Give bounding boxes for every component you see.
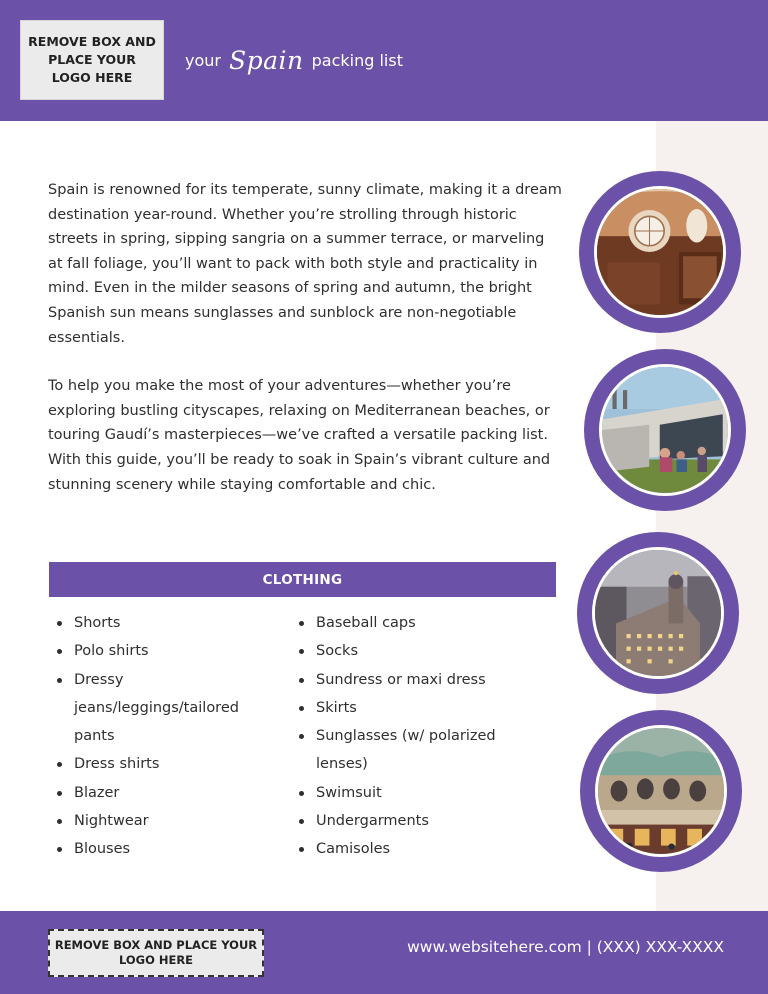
photo-interior-image <box>597 189 723 315</box>
photo-building <box>584 349 746 511</box>
list-item: Skirts <box>290 694 540 722</box>
list-item: Shorts <box>48 609 270 637</box>
photo-city <box>577 532 739 694</box>
photo-facade-image <box>598 728 724 854</box>
intro-text <box>48 178 563 521</box>
footer-contact[interactable]: www.websitehere.com | (XXX) XXX-XXXX <box>407 938 724 956</box>
page-title <box>185 40 403 80</box>
footer-logo-placeholder[interactable]: REMOVE BOX AND PLACE YOUR LOGO HERE <box>48 929 264 977</box>
list-item: Dress shirts <box>48 750 270 778</box>
intro-paragraph: Spain is renowned for its temperate, sunny climate, making it a dream destination year-round. Whether you’re strolling through historic streets in spring, sipping sangria on a summer terrace, or marveling at fall foliage, you’ll want to pack with both style and practicality in mind. Even in the milder seasons of spring and autumn, the bright Spanish sun means sunglasses and sunblock are non-negotiable essentials. <box>48 182 562 346</box>
photo-building-image <box>602 367 728 493</box>
photo-facade <box>580 710 742 872</box>
list-item: Sunglasses (w/ polarized lenses) <box>290 722 540 779</box>
list-item: Sundress or maxi dress <box>290 666 540 694</box>
title-suffix: packing list <box>311 50 403 70</box>
list-item: Baseball caps <box>290 609 540 637</box>
list-item: Swimsuit <box>290 779 540 807</box>
list-item: Dressy jeans/leggings/tailored pants <box>48 666 270 751</box>
list-item: Camisoles <box>290 835 540 863</box>
title-destination: Spain <box>228 45 304 75</box>
photo-city-image <box>595 550 721 676</box>
title-prefix: your <box>185 50 221 70</box>
clothing-heading: CLOTHING <box>49 562 556 597</box>
photo-interior <box>579 171 741 333</box>
list-item: Polo shirts <box>48 637 270 665</box>
footer-bar <box>0 911 768 994</box>
clothing-list-right <box>290 609 540 864</box>
clothing-list-left <box>48 609 270 864</box>
intro-paragraph: To help you make the most of your adventures—whether you’re exploring bustling cityscapes, relaxing on Mediterranean beaches, or touring Gaudí’s masterpieces—we’ve crafted a versatile packing list. With this guide, you’ll be ready to soak in Spain’s vibrant culture and stunning scenery while staying comfortable and chic. <box>48 378 551 493</box>
list-item: Blouses <box>48 835 270 863</box>
list-item: Blazer <box>48 779 270 807</box>
list-item: Nightwear <box>48 807 270 835</box>
header-bar <box>0 0 768 121</box>
list-item: Undergarments <box>290 807 540 835</box>
header-logo-placeholder[interactable]: REMOVE BOX AND PLACE YOUR LOGO HERE <box>20 20 164 100</box>
list-item: Socks <box>290 637 540 665</box>
